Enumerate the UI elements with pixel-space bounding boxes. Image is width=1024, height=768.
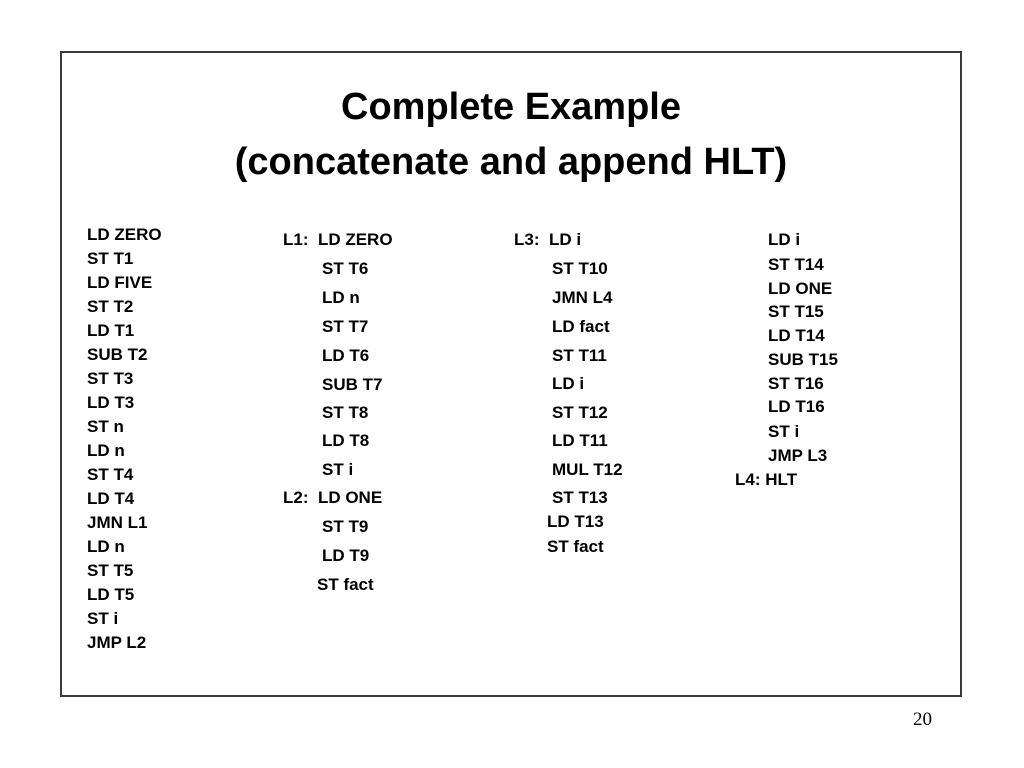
- code-line: LD FIVE: [87, 273, 153, 292]
- code-line: ST T8: [322, 403, 369, 422]
- code-line: ST T1: [87, 249, 134, 268]
- code-line: LD T3: [87, 393, 135, 412]
- code-line: LD T5: [87, 585, 135, 604]
- code-line: ST i: [768, 422, 800, 441]
- code-line: LD n: [322, 288, 360, 307]
- code-line: SUB T15: [768, 350, 838, 369]
- code-line: ST T16: [768, 374, 824, 393]
- code-line: ST T7: [322, 317, 369, 336]
- code-line: LD ZERO: [87, 225, 162, 244]
- code-line: ST T6: [322, 259, 369, 278]
- code-line: JMN L4: [552, 288, 613, 307]
- code-line: ST T2: [87, 297, 134, 316]
- code-line: LD T6: [322, 346, 370, 365]
- code-line: SUB T2: [87, 345, 148, 364]
- page-number: 20: [913, 709, 932, 730]
- code-line: LD T9: [322, 546, 370, 565]
- code-line: LD i: [768, 230, 801, 249]
- code-line: JMP L2: [87, 633, 147, 652]
- code-line: ST T11: [552, 346, 607, 365]
- code-line: ST n: [87, 417, 124, 436]
- code-line: LD T4: [87, 489, 135, 508]
- code-line: ST T13: [552, 488, 608, 507]
- code-line: L3: LD i: [514, 230, 582, 249]
- code-line: LD T13: [547, 512, 604, 531]
- code-line: LD T11: [552, 431, 608, 450]
- code-line: ST i: [322, 460, 354, 479]
- code-line: ST fact: [317, 575, 374, 594]
- code-line: ST T10: [552, 259, 608, 278]
- slide-title-line2: (concatenate and append HLT): [234, 141, 788, 183]
- code-line: ST T5: [87, 561, 134, 580]
- code-line: JMN L1: [87, 513, 148, 532]
- code-line: LD fact: [552, 317, 610, 336]
- code-line: L2: LD ONE: [283, 488, 383, 507]
- code-line: JMP L3: [768, 446, 828, 465]
- code-line: L4: HLT: [735, 470, 798, 489]
- code-line: MUL T12: [552, 460, 623, 479]
- code-line: ST T14: [768, 255, 824, 274]
- code-line: ST T9: [322, 517, 369, 536]
- code-line: LD i: [552, 374, 585, 393]
- code-line: ST fact: [547, 537, 604, 556]
- code-line: LD T1: [87, 321, 135, 340]
- code-line: ST i: [87, 609, 119, 628]
- code-line: LD n: [87, 441, 125, 460]
- slide-title-line1: Complete Example: [341, 86, 681, 128]
- code-line: ST T15: [768, 302, 824, 321]
- code-line: ST T4: [87, 465, 134, 484]
- code-line: LD T16: [768, 397, 825, 416]
- code-line: LD T14: [768, 326, 825, 345]
- code-line: LD n: [87, 537, 125, 556]
- code-line: LD T8: [322, 431, 370, 450]
- code-line: LD ONE: [768, 279, 833, 298]
- code-line: ST T12: [552, 403, 608, 422]
- code-line: L1: LD ZERO: [283, 230, 393, 249]
- code-line: SUB T7: [322, 375, 383, 394]
- code-line: ST T3: [87, 369, 134, 388]
